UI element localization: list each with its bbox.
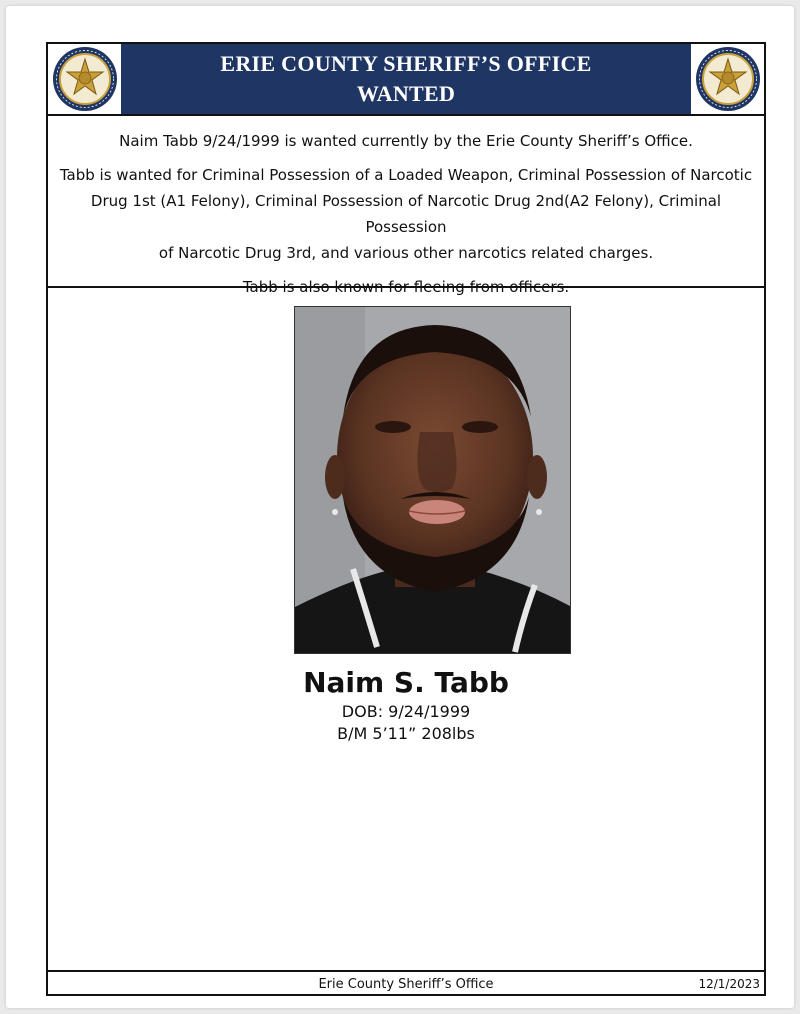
footer-date: 12/1/2023 [698, 977, 760, 991]
mugshot-image [295, 307, 571, 654]
charges-line-3: of Narcotic Drug 3rd, and various other narcotics related charges. [158, 244, 654, 262]
sheriff-seal-left [48, 44, 122, 114]
charges-line-1: Tabb is wanted for Criminal Possession of a Loaded Weapon, Criminal Possession of Narcotic [59, 166, 753, 184]
sheriff-seal-right [690, 44, 764, 114]
suspect-dob: DOB: 9/24/1999 [341, 702, 471, 721]
agency-title: ERIE COUNTY SHERIFF’S OFFICE [220, 51, 592, 76]
charges-line-2: Drug 1st (A1 Felony), Criminal Possession of Narcotic Drug 2nd(A2 Felony), Criminal Possession [90, 192, 722, 236]
sheriff-star-icon [695, 46, 761, 112]
page-sheet [6, 6, 794, 1008]
suspect-description: B/M 5’11” 208lbs [337, 724, 475, 743]
sheriff-star-icon [52, 46, 118, 112]
header-title [122, 49, 690, 109]
flight-risk-note: Tabb is also known for fleeing from officers. [242, 278, 570, 296]
wanted-title: WANTED [356, 81, 456, 106]
poster-footer [48, 970, 764, 994]
suspect-name: Naim S. Tabb [303, 666, 509, 699]
wanted-poster [46, 42, 766, 996]
charges-text [48, 162, 764, 266]
footer-agency: Erie County Sheriff’s Office [318, 977, 494, 992]
poster-header [48, 44, 764, 116]
suspect-mugshot [294, 306, 571, 654]
wanted-statement: Naim Tabb 9/24/1999 is wanted currently by the Erie County Sheriff’s Office. [119, 132, 693, 150]
wanted-details [48, 116, 764, 296]
